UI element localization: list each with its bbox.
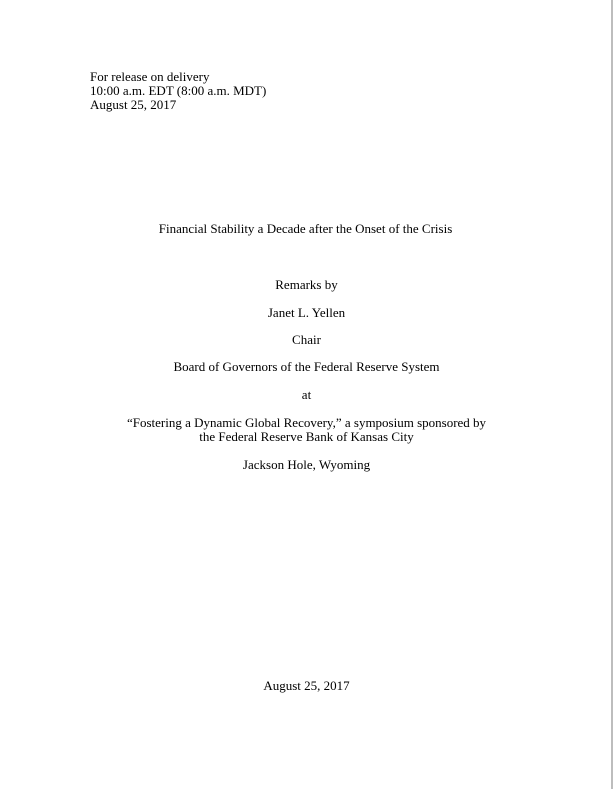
release-notice (90, 70, 266, 112)
footer-date: August 25, 2017 (263, 678, 350, 693)
event-line-1: “Fostering a Dynamic Global Recovery,” a symposium sponsored by (126, 415, 487, 430)
speaker-name: Janet L. Yellen (267, 305, 346, 320)
release-time: 10:00 a.m. EDT (8:00 a.m. MDT) (90, 83, 267, 98)
release-date: August 25, 2017 (90, 97, 177, 112)
event-location: Jackson Hole, Wyoming (242, 457, 371, 472)
release-line: For release on delivery (90, 69, 210, 84)
speaker-role: Chair (292, 332, 321, 347)
event-description (0, 416, 613, 444)
speech-title: Financial Stability a Decade after the Onset of the Crisis (158, 221, 453, 236)
remarks-by-label: Remarks by (275, 277, 338, 292)
event-line-2: the Federal Reserve Bank of Kansas City (199, 429, 414, 444)
at-label: at (301, 387, 312, 402)
organization-name: Board of Governors of the Federal Reserve System (173, 359, 440, 374)
